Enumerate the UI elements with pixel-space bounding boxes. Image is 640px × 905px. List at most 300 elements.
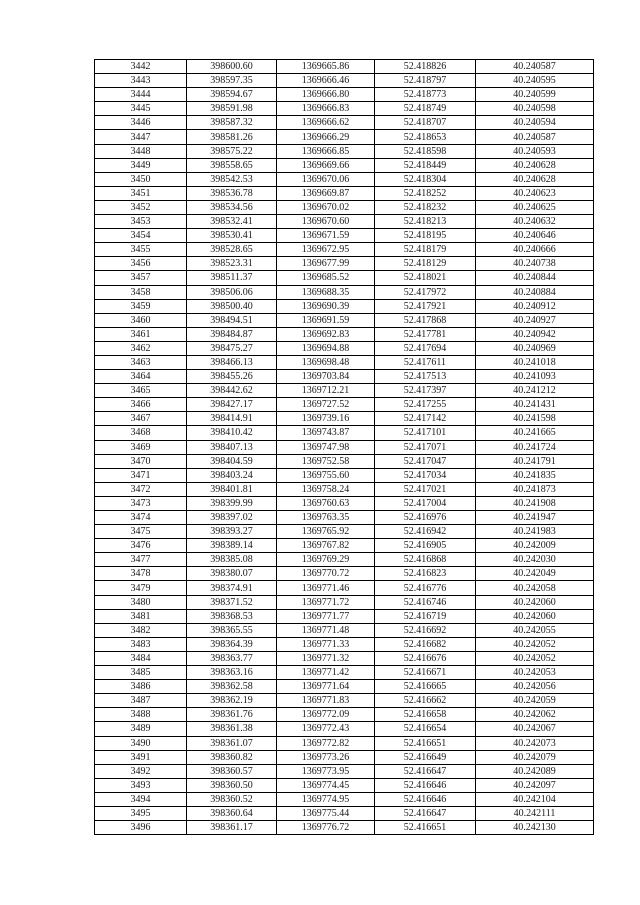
latitude-cell: 52.418598 xyxy=(375,144,476,158)
easting-cell: 398360.82 xyxy=(187,750,277,764)
northing-cell: 1369771.72 xyxy=(277,595,375,609)
latitude-cell: 52.418179 xyxy=(375,243,476,257)
longitude-cell: 40.240666 xyxy=(476,243,594,257)
longitude-cell: 40.240628 xyxy=(476,172,594,186)
northing-cell: 1369771.83 xyxy=(277,694,375,708)
table-row xyxy=(95,116,594,130)
table-row xyxy=(95,130,594,144)
latitude-cell: 52.416647 xyxy=(375,806,476,820)
point-number-cell: 3496 xyxy=(95,821,187,835)
northing-cell: 1369765.92 xyxy=(277,525,375,539)
latitude-cell: 52.418773 xyxy=(375,88,476,102)
longitude-cell: 40.240927 xyxy=(476,313,594,327)
easting-cell: 398361.07 xyxy=(187,736,277,750)
latitude-cell: 52.416676 xyxy=(375,651,476,665)
latitude-cell: 52.416942 xyxy=(375,525,476,539)
table-row xyxy=(95,595,594,609)
latitude-cell: 52.416905 xyxy=(375,539,476,553)
easting-cell: 398532.41 xyxy=(187,215,277,229)
northing-cell: 1369690.39 xyxy=(277,299,375,313)
longitude-cell: 40.242059 xyxy=(476,694,594,708)
northing-cell: 1369670.60 xyxy=(277,215,375,229)
easting-cell: 398536.78 xyxy=(187,186,277,200)
latitude-cell: 52.416651 xyxy=(375,736,476,750)
easting-cell: 398360.50 xyxy=(187,778,277,792)
latitude-cell: 52.417101 xyxy=(375,426,476,440)
longitude-cell: 40.241908 xyxy=(476,496,594,510)
northing-cell: 1369755.60 xyxy=(277,468,375,482)
easting-cell: 398380.07 xyxy=(187,567,277,581)
latitude-cell: 52.418826 xyxy=(375,60,476,74)
latitude-cell: 52.417694 xyxy=(375,341,476,355)
table-row xyxy=(95,539,594,553)
easting-cell: 398401.81 xyxy=(187,482,277,496)
easting-cell: 398528.65 xyxy=(187,243,277,257)
point-number-cell: 3460 xyxy=(95,313,187,327)
easting-cell: 398427.17 xyxy=(187,398,277,412)
table-row xyxy=(95,482,594,496)
table-row xyxy=(95,821,594,835)
northing-cell: 1369692.83 xyxy=(277,327,375,341)
latitude-cell: 52.418021 xyxy=(375,271,476,285)
northing-cell: 1369677.99 xyxy=(277,257,375,271)
easting-cell: 398575.22 xyxy=(187,144,277,158)
point-number-cell: 3473 xyxy=(95,496,187,510)
longitude-cell: 40.242089 xyxy=(476,764,594,778)
longitude-cell: 40.241598 xyxy=(476,412,594,426)
coordinates-table xyxy=(94,59,594,835)
easting-cell: 398361.17 xyxy=(187,821,277,835)
longitude-cell: 40.242030 xyxy=(476,553,594,567)
latitude-cell: 52.416823 xyxy=(375,567,476,581)
table-row xyxy=(95,102,594,116)
table-row xyxy=(95,666,594,680)
table-row xyxy=(95,708,594,722)
longitude-cell: 40.242062 xyxy=(476,708,594,722)
longitude-cell: 40.240598 xyxy=(476,102,594,116)
latitude-cell: 52.417868 xyxy=(375,313,476,327)
northing-cell: 1369773.95 xyxy=(277,764,375,778)
point-number-cell: 3472 xyxy=(95,482,187,496)
northing-cell: 1369688.35 xyxy=(277,285,375,299)
table-row xyxy=(95,355,594,369)
northing-cell: 1369671.59 xyxy=(277,229,375,243)
northing-cell: 1369691.59 xyxy=(277,313,375,327)
table-row xyxy=(95,567,594,581)
longitude-cell: 40.240942 xyxy=(476,327,594,341)
easting-cell: 398466.13 xyxy=(187,355,277,369)
table-row xyxy=(95,426,594,440)
latitude-cell: 52.417255 xyxy=(375,398,476,412)
latitude-cell: 52.416646 xyxy=(375,778,476,792)
easting-cell: 398442.62 xyxy=(187,384,277,398)
point-number-cell: 3446 xyxy=(95,116,187,130)
table-row xyxy=(95,257,594,271)
point-number-cell: 3487 xyxy=(95,694,187,708)
table-row xyxy=(95,511,594,525)
northing-cell: 1369666.29 xyxy=(277,130,375,144)
easting-cell: 398362.58 xyxy=(187,680,277,694)
point-number-cell: 3449 xyxy=(95,158,187,172)
easting-cell: 398475.27 xyxy=(187,341,277,355)
table-row xyxy=(95,637,594,651)
longitude-cell: 40.240593 xyxy=(476,144,594,158)
point-number-cell: 3456 xyxy=(95,257,187,271)
point-number-cell: 3492 xyxy=(95,764,187,778)
latitude-cell: 52.418304 xyxy=(375,172,476,186)
latitude-cell: 52.416665 xyxy=(375,680,476,694)
point-number-cell: 3458 xyxy=(95,285,187,299)
northing-cell: 1369772.43 xyxy=(277,722,375,736)
coordinates-table-body xyxy=(95,60,594,835)
easting-cell: 398455.26 xyxy=(187,370,277,384)
latitude-cell: 52.417921 xyxy=(375,299,476,313)
table-row xyxy=(95,623,594,637)
point-number-cell: 3451 xyxy=(95,186,187,200)
easting-cell: 398506.06 xyxy=(187,285,277,299)
northing-cell: 1369670.06 xyxy=(277,172,375,186)
table-row xyxy=(95,736,594,750)
northing-cell: 1369747.98 xyxy=(277,440,375,454)
latitude-cell: 52.417513 xyxy=(375,370,476,384)
latitude-cell: 52.418129 xyxy=(375,257,476,271)
latitude-cell: 52.417142 xyxy=(375,412,476,426)
easting-cell: 398364.39 xyxy=(187,637,277,651)
northing-cell: 1369670.02 xyxy=(277,200,375,214)
northing-cell: 1369669.87 xyxy=(277,186,375,200)
northing-cell: 1369771.42 xyxy=(277,666,375,680)
table-row xyxy=(95,229,594,243)
easting-cell: 398403.24 xyxy=(187,468,277,482)
easting-cell: 398360.64 xyxy=(187,806,277,820)
longitude-cell: 40.242079 xyxy=(476,750,594,764)
point-number-cell: 3491 xyxy=(95,750,187,764)
easting-cell: 398594.67 xyxy=(187,88,277,102)
northing-cell: 1369763.35 xyxy=(277,511,375,525)
latitude-cell: 52.416651 xyxy=(375,821,476,835)
latitude-cell: 52.417021 xyxy=(375,482,476,496)
longitude-cell: 40.241873 xyxy=(476,482,594,496)
point-number-cell: 3463 xyxy=(95,355,187,369)
longitude-cell: 40.240594 xyxy=(476,116,594,130)
point-number-cell: 3461 xyxy=(95,327,187,341)
table-row xyxy=(95,327,594,341)
easting-cell: 398591.98 xyxy=(187,102,277,116)
easting-cell: 398393.27 xyxy=(187,525,277,539)
easting-cell: 398363.77 xyxy=(187,651,277,665)
latitude-cell: 52.416646 xyxy=(375,792,476,806)
point-number-cell: 3464 xyxy=(95,370,187,384)
latitude-cell: 52.416671 xyxy=(375,666,476,680)
longitude-cell: 40.240628 xyxy=(476,158,594,172)
easting-cell: 398397.02 xyxy=(187,511,277,525)
easting-cell: 398410.42 xyxy=(187,426,277,440)
easting-cell: 398530.41 xyxy=(187,229,277,243)
point-number-cell: 3493 xyxy=(95,778,187,792)
longitude-cell: 40.242056 xyxy=(476,680,594,694)
latitude-cell: 52.416647 xyxy=(375,764,476,778)
northing-cell: 1369773.26 xyxy=(277,750,375,764)
northing-cell: 1369703.84 xyxy=(277,370,375,384)
point-number-cell: 3479 xyxy=(95,581,187,595)
table-row xyxy=(95,440,594,454)
easting-cell: 398587.32 xyxy=(187,116,277,130)
longitude-cell: 40.240738 xyxy=(476,257,594,271)
point-number-cell: 3494 xyxy=(95,792,187,806)
longitude-cell: 40.242052 xyxy=(476,637,594,651)
point-number-cell: 3495 xyxy=(95,806,187,820)
northing-cell: 1369694.88 xyxy=(277,341,375,355)
table-row xyxy=(95,215,594,229)
easting-cell: 398363.16 xyxy=(187,666,277,680)
table-row xyxy=(95,384,594,398)
easting-cell: 398368.53 xyxy=(187,609,277,623)
table-row xyxy=(95,680,594,694)
point-number-cell: 3453 xyxy=(95,215,187,229)
point-number-cell: 3480 xyxy=(95,595,187,609)
northing-cell: 1369771.64 xyxy=(277,680,375,694)
table-row xyxy=(95,468,594,482)
latitude-cell: 52.417004 xyxy=(375,496,476,510)
longitude-cell: 40.240632 xyxy=(476,215,594,229)
table-row xyxy=(95,243,594,257)
easting-cell: 398558.65 xyxy=(187,158,277,172)
latitude-cell: 52.418213 xyxy=(375,215,476,229)
longitude-cell: 40.240912 xyxy=(476,299,594,313)
table-row xyxy=(95,172,594,186)
point-number-cell: 3459 xyxy=(95,299,187,313)
table-row xyxy=(95,186,594,200)
easting-cell: 398389.14 xyxy=(187,539,277,553)
point-number-cell: 3471 xyxy=(95,468,187,482)
latitude-cell: 52.417972 xyxy=(375,285,476,299)
point-number-cell: 3489 xyxy=(95,722,187,736)
longitude-cell: 40.241947 xyxy=(476,511,594,525)
longitude-cell: 40.241431 xyxy=(476,398,594,412)
table-row xyxy=(95,750,594,764)
longitude-cell: 40.242060 xyxy=(476,609,594,623)
point-number-cell: 3452 xyxy=(95,200,187,214)
longitude-cell: 40.241791 xyxy=(476,454,594,468)
easting-cell: 398360.57 xyxy=(187,764,277,778)
easting-cell: 398500.40 xyxy=(187,299,277,313)
northing-cell: 1369772.82 xyxy=(277,736,375,750)
point-number-cell: 3448 xyxy=(95,144,187,158)
longitude-cell: 40.242049 xyxy=(476,567,594,581)
latitude-cell: 52.416649 xyxy=(375,750,476,764)
table-row xyxy=(95,158,594,172)
easting-cell: 398523.31 xyxy=(187,257,277,271)
longitude-cell: 40.240969 xyxy=(476,341,594,355)
table-row xyxy=(95,609,594,623)
latitude-cell: 52.418252 xyxy=(375,186,476,200)
easting-cell: 398371.52 xyxy=(187,595,277,609)
point-number-cell: 3469 xyxy=(95,440,187,454)
point-number-cell: 3477 xyxy=(95,553,187,567)
northing-cell: 1369666.80 xyxy=(277,88,375,102)
easting-cell: 398511.37 xyxy=(187,271,277,285)
longitude-cell: 40.240623 xyxy=(476,186,594,200)
northing-cell: 1369769.29 xyxy=(277,553,375,567)
latitude-cell: 52.416662 xyxy=(375,694,476,708)
latitude-cell: 52.417781 xyxy=(375,327,476,341)
longitude-cell: 40.242073 xyxy=(476,736,594,750)
northing-cell: 1369739.16 xyxy=(277,412,375,426)
table-row xyxy=(95,496,594,510)
easting-cell: 398374.91 xyxy=(187,581,277,595)
longitude-cell: 40.240646 xyxy=(476,229,594,243)
easting-cell: 398534.56 xyxy=(187,200,277,214)
point-number-cell: 3482 xyxy=(95,623,187,637)
longitude-cell: 40.242060 xyxy=(476,595,594,609)
point-number-cell: 3485 xyxy=(95,666,187,680)
point-number-cell: 3466 xyxy=(95,398,187,412)
longitude-cell: 40.240844 xyxy=(476,271,594,285)
point-number-cell: 3481 xyxy=(95,609,187,623)
northing-cell: 1369685.52 xyxy=(277,271,375,285)
northing-cell: 1369672.95 xyxy=(277,243,375,257)
northing-cell: 1369665.86 xyxy=(277,60,375,74)
table-row xyxy=(95,454,594,468)
table-row xyxy=(95,200,594,214)
latitude-cell: 52.416658 xyxy=(375,708,476,722)
latitude-cell: 52.418707 xyxy=(375,116,476,130)
longitude-cell: 40.240587 xyxy=(476,130,594,144)
northing-cell: 1369712.21 xyxy=(277,384,375,398)
latitude-cell: 52.418797 xyxy=(375,74,476,88)
easting-cell: 398542.53 xyxy=(187,172,277,186)
northing-cell: 1369752.58 xyxy=(277,454,375,468)
longitude-cell: 40.241724 xyxy=(476,440,594,454)
easting-cell: 398361.38 xyxy=(187,722,277,736)
latitude-cell: 52.417611 xyxy=(375,355,476,369)
longitude-cell: 40.242058 xyxy=(476,581,594,595)
northing-cell: 1369771.48 xyxy=(277,623,375,637)
northing-cell: 1369775.44 xyxy=(277,806,375,820)
longitude-cell: 40.240595 xyxy=(476,74,594,88)
point-number-cell: 3484 xyxy=(95,651,187,665)
latitude-cell: 52.416868 xyxy=(375,553,476,567)
easting-cell: 398581.26 xyxy=(187,130,277,144)
point-number-cell: 3445 xyxy=(95,102,187,116)
point-number-cell: 3470 xyxy=(95,454,187,468)
northing-cell: 1369727.52 xyxy=(277,398,375,412)
easting-cell: 398597.35 xyxy=(187,74,277,88)
table-row xyxy=(95,313,594,327)
table-row xyxy=(95,299,594,313)
table-row xyxy=(95,398,594,412)
easting-cell: 398600.60 xyxy=(187,60,277,74)
northing-cell: 1369767.82 xyxy=(277,539,375,553)
point-number-cell: 3450 xyxy=(95,172,187,186)
northing-cell: 1369666.83 xyxy=(277,102,375,116)
table-row xyxy=(95,651,594,665)
point-number-cell: 3457 xyxy=(95,271,187,285)
latitude-cell: 52.418232 xyxy=(375,200,476,214)
table-row xyxy=(95,722,594,736)
point-number-cell: 3444 xyxy=(95,88,187,102)
northing-cell: 1369771.33 xyxy=(277,637,375,651)
point-number-cell: 3486 xyxy=(95,680,187,694)
northing-cell: 1369774.45 xyxy=(277,778,375,792)
latitude-cell: 52.416682 xyxy=(375,637,476,651)
northing-cell: 1369666.46 xyxy=(277,74,375,88)
longitude-cell: 40.242130 xyxy=(476,821,594,835)
easting-cell: 398385.08 xyxy=(187,553,277,567)
point-number-cell: 3478 xyxy=(95,567,187,581)
table-row xyxy=(95,341,594,355)
point-number-cell: 3454 xyxy=(95,229,187,243)
latitude-cell: 52.416746 xyxy=(375,595,476,609)
point-number-cell: 3462 xyxy=(95,341,187,355)
table-row xyxy=(95,694,594,708)
table-row xyxy=(95,144,594,158)
easting-cell: 398362.19 xyxy=(187,694,277,708)
latitude-cell: 52.417034 xyxy=(375,468,476,482)
table-row xyxy=(95,74,594,88)
latitude-cell: 52.418749 xyxy=(375,102,476,116)
point-number-cell: 3442 xyxy=(95,60,187,74)
table-row xyxy=(95,525,594,539)
northing-cell: 1369772.09 xyxy=(277,708,375,722)
easting-cell: 398494.51 xyxy=(187,313,277,327)
northing-cell: 1369669.66 xyxy=(277,158,375,172)
point-number-cell: 3447 xyxy=(95,130,187,144)
point-number-cell: 3490 xyxy=(95,736,187,750)
point-number-cell: 3474 xyxy=(95,511,187,525)
table-row xyxy=(95,370,594,384)
easting-cell: 398414.91 xyxy=(187,412,277,426)
latitude-cell: 52.416719 xyxy=(375,609,476,623)
longitude-cell: 40.241835 xyxy=(476,468,594,482)
latitude-cell: 52.417397 xyxy=(375,384,476,398)
easting-cell: 398407.13 xyxy=(187,440,277,454)
northing-cell: 1369743.87 xyxy=(277,426,375,440)
point-number-cell: 3468 xyxy=(95,426,187,440)
point-number-cell: 3475 xyxy=(95,525,187,539)
northing-cell: 1369774.95 xyxy=(277,792,375,806)
longitude-cell: 40.242052 xyxy=(476,651,594,665)
table-row xyxy=(95,792,594,806)
easting-cell: 398484.87 xyxy=(187,327,277,341)
latitude-cell: 52.418195 xyxy=(375,229,476,243)
point-number-cell: 3488 xyxy=(95,708,187,722)
northing-cell: 1369758.24 xyxy=(277,482,375,496)
table-row xyxy=(95,60,594,74)
latitude-cell: 52.417047 xyxy=(375,454,476,468)
northing-cell: 1369771.32 xyxy=(277,651,375,665)
latitude-cell: 52.416976 xyxy=(375,511,476,525)
easting-cell: 398360.52 xyxy=(187,792,277,806)
latitude-cell: 52.417071 xyxy=(375,440,476,454)
point-number-cell: 3467 xyxy=(95,412,187,426)
northing-cell: 1369698.48 xyxy=(277,355,375,369)
northing-cell: 1369666.85 xyxy=(277,144,375,158)
easting-cell: 398399.99 xyxy=(187,496,277,510)
longitude-cell: 40.240625 xyxy=(476,200,594,214)
northing-cell: 1369771.46 xyxy=(277,581,375,595)
longitude-cell: 40.240599 xyxy=(476,88,594,102)
table-row xyxy=(95,88,594,102)
longitude-cell: 40.242104 xyxy=(476,792,594,806)
longitude-cell: 40.242055 xyxy=(476,623,594,637)
longitude-cell: 40.242009 xyxy=(476,539,594,553)
longitude-cell: 40.241665 xyxy=(476,426,594,440)
latitude-cell: 52.416654 xyxy=(375,722,476,736)
longitude-cell: 40.242111 xyxy=(476,806,594,820)
table-row xyxy=(95,271,594,285)
table-row xyxy=(95,553,594,567)
